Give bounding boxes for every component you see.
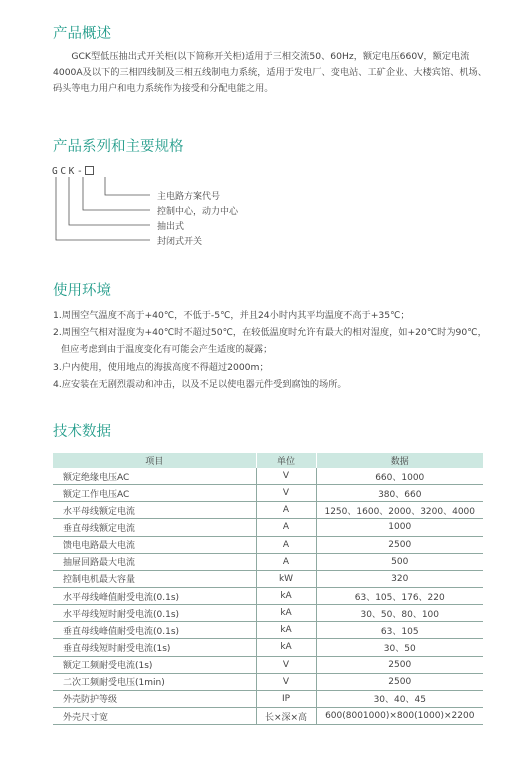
- row-value: 500: [316, 553, 483, 570]
- row-item: 二次工频耐受电压(1min): [53, 673, 256, 690]
- table-header-row: [53, 453, 483, 468]
- table-row: [53, 485, 483, 502]
- row-value: 2500: [316, 656, 483, 673]
- row-value: 380、660: [316, 485, 483, 502]
- tree-line-control-center: [83, 177, 150, 210]
- table-row: [53, 570, 483, 587]
- row-value: 660、1000: [316, 468, 483, 485]
- tree-line-main-circuit: [105, 177, 150, 195]
- row-item: 外壳防护等级: [53, 690, 256, 707]
- row-value: 2500: [316, 536, 483, 553]
- row-value: 600(8001000)×800(1000)×2200: [316, 707, 483, 724]
- row-item: 馈电电路最大电流: [53, 536, 256, 553]
- tree-line-drawout: [69, 177, 150, 225]
- row-value: 1000: [316, 519, 483, 536]
- table-row: [53, 502, 483, 519]
- row-unit: V: [256, 468, 316, 485]
- row-item: 额定工频耐受电流(1s): [53, 656, 256, 673]
- row-value: 30、40、45: [316, 690, 483, 707]
- environment-item: 2.周围空气相对湿度为+40℃时不超过50℃，在较低温度时允许有最大的相对湿度，如+20℃时为90℃，: [53, 327, 487, 339]
- tree-line-enclosed: [56, 177, 150, 240]
- row-unit: IP: [256, 690, 316, 707]
- table-row: [53, 707, 483, 724]
- row-unit: kA: [256, 605, 316, 622]
- row-unit: A: [256, 502, 316, 519]
- table-row: [53, 656, 483, 673]
- row-item: 垂直母线峰值耐受电流(0.1s): [53, 622, 256, 639]
- row-item: 垂直母线短时耐受电流(1s): [53, 639, 256, 656]
- row-item: 水平母线短时耐受电流(0.1s): [53, 605, 256, 622]
- row-item: 额定绝缘电压AC: [53, 468, 256, 485]
- overview-title: 产品概述: [53, 26, 111, 42]
- row-value: 30、50: [316, 639, 483, 656]
- row-unit: kA: [256, 587, 316, 604]
- environment-item: 1.周围空气温度不高于+40℃，不低于-5℃，并且24小时内其平均温度不高于+35℃；: [53, 310, 410, 321]
- row-unit: V: [256, 673, 316, 690]
- row-value: 63、105、176、220: [316, 587, 483, 604]
- row-item: 水平母线额定电流: [53, 502, 256, 519]
- series-title: 产品系列和主要规格: [53, 139, 184, 155]
- label-main-circuit: 主电路方案代号: [157, 192, 221, 202]
- environment-item: 3.户内使用，使用地点的海拔高度不得超过2000m；: [53, 361, 269, 373]
- table-row: [53, 605, 483, 622]
- row-item: 垂直母线额定电流: [53, 519, 256, 536]
- row-value: 30、50、80、100: [316, 605, 483, 622]
- environment-item: 4.应安装在无剧烈震动和冲击，以及不足以使电器元件受到腐蚀的场所。: [53, 378, 347, 390]
- overview-text: GCK型低压抽出式开关柜(以下简称开关柜)适用于三相交流50、60Hz，额定电压660V，额定电流4000A及以下的三相四线制及三相五线制电力系统，适用于发电厂、变电站、工矿企业、大楼宾馆、机场、码头等电力用户和电力系统作为接受和分配电能之用。: [53, 51, 487, 94]
- model-code-text: GCK-: [52, 166, 86, 177]
- environment-item: 但应考虑到由于温度变化有可能会产生适度的凝露；: [61, 344, 273, 356]
- row-unit: kW: [256, 570, 316, 587]
- row-unit: A: [256, 536, 316, 553]
- techdata-title: 技术数据: [53, 424, 111, 440]
- table-row: [53, 553, 483, 570]
- table-row: [53, 519, 483, 536]
- environment-list: [53, 307, 498, 393]
- row-unit: V: [256, 485, 316, 502]
- row-value: 2500: [316, 673, 483, 690]
- table-row: [53, 690, 483, 707]
- table-row: [53, 639, 483, 656]
- row-item: 外壳尺寸宽: [53, 707, 256, 724]
- row-unit: kA: [256, 622, 316, 639]
- label-drawout: 抽出式: [157, 222, 185, 232]
- label-control-center: 控制中心，动力中心: [157, 207, 239, 217]
- row-unit: V: [256, 656, 316, 673]
- header-data: 数据: [316, 453, 483, 468]
- table-row: [53, 622, 483, 639]
- table-row: [53, 468, 483, 485]
- row-unit: kA: [256, 639, 316, 656]
- row-unit: A: [256, 553, 316, 570]
- header-item: 项目: [53, 453, 256, 468]
- environment-title: 使用环境: [53, 283, 111, 299]
- row-value: 1250、1600、2000、3200、4000: [316, 502, 483, 519]
- row-unit: A: [256, 519, 316, 536]
- label-enclosed: 封闭式开关: [157, 237, 203, 247]
- table-row: [53, 587, 483, 604]
- row-unit: 长×深×高: [256, 707, 316, 724]
- row-item: 水平母线峰值耐受电流(0.1s): [53, 587, 256, 604]
- row-item: 额定工作电压AC: [53, 485, 256, 502]
- row-value: 320: [316, 570, 483, 587]
- table-row: [53, 536, 483, 553]
- header-unit: 单位: [256, 453, 316, 468]
- row-value: 63、105: [316, 622, 483, 639]
- row-item: 控制电机最大容量: [53, 570, 256, 587]
- techdata-table: [53, 453, 483, 725]
- techdata-body: [53, 468, 483, 725]
- row-item: 抽屉回路最大电流: [53, 553, 256, 570]
- table-row: [53, 673, 483, 690]
